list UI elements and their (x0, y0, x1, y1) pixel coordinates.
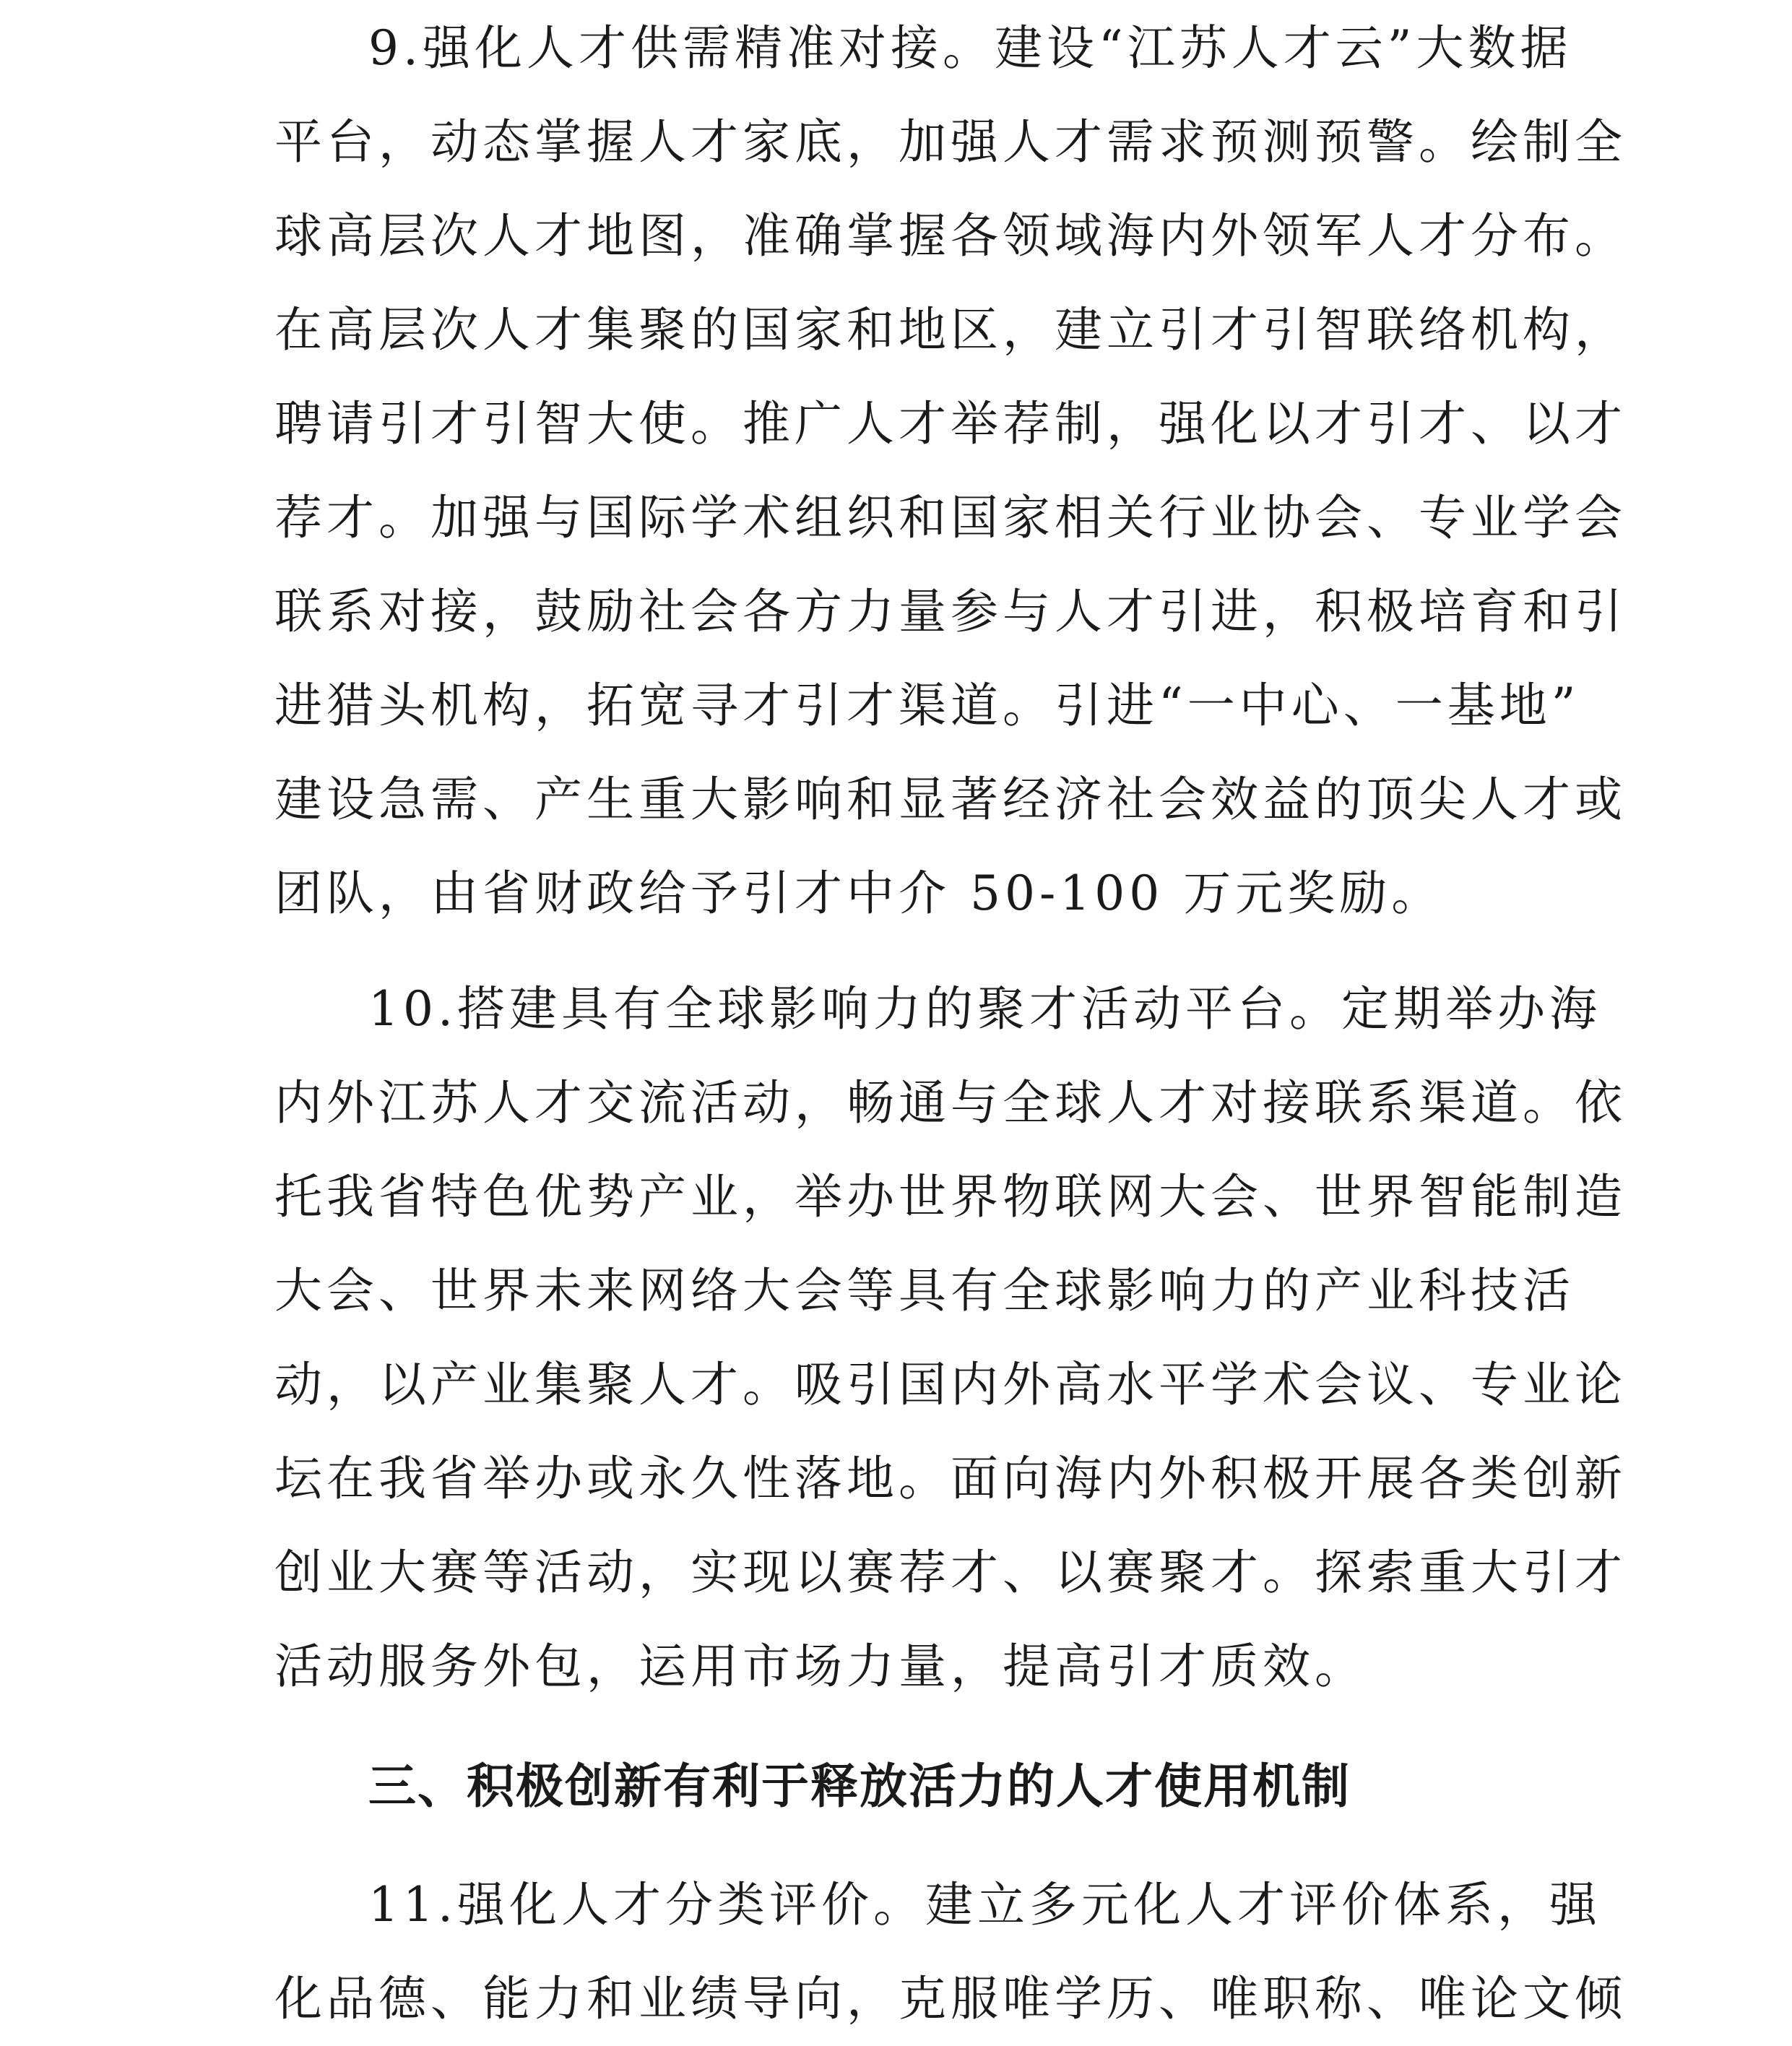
paragraph-line: 11.强化人才分类评价。建立多元化人才评价体系，强 (368, 1877, 1601, 1933)
paragraph-line: 托我省特色优势产业，举办世界物联网大会、世界智能制造 (274, 1169, 1627, 1225)
section-heading: 三、积极创新有利于释放活力的人才使用机制 (368, 1758, 1351, 1814)
paragraph-line: 10.搭建具有全球影响力的聚才活动平台。定期举办海 (368, 981, 1601, 1037)
paragraph-line: 坛在我省举办或永久性落地。面向海内外积极开展各类创新 (274, 1451, 1627, 1506)
paragraph-line: 建设急需、产生重大影响和显著经济社会效益的顶尖人才或 (274, 772, 1627, 827)
paragraph-line: 大会、世界未来网络大会等具有全球影响力的产业科技活 (274, 1263, 1575, 1318)
paragraph-line: 内外江苏人才交流活动，畅通与全球人才对接联系渠道。依 (274, 1075, 1627, 1131)
paragraph-line: 聘请引才引智大使。推广人才举荐制，强化以才引才、以才 (274, 396, 1627, 452)
paragraph-line: 联系对接，鼓励社会各方力量参与人才引进，积极培育和引 (274, 584, 1627, 639)
paragraph-11 (274, 1858, 1627, 2046)
paragraph-line: 动，以产业集聚人才。吸引国内外高水平学术会议、专业论 (274, 1357, 1627, 1412)
paragraph-line: 活动服务外包，运用市场力量，提高引才质效。 (274, 1639, 1367, 1694)
paragraph-line: 团队，由省财政给予引才中介 50-100 万元奖励。 (274, 866, 1444, 921)
paragraph-10 (274, 962, 1627, 1714)
paragraph-line: 创业大赛等活动，实现以赛荐才、以赛聚才。探索重大引才 (274, 1545, 1627, 1600)
paragraph-line: 平台，动态掌握人才家底，加强人才需求预测预警。绘制全 (274, 114, 1627, 170)
paragraph-line: 荐才。加强与国际学术组织和国家相关行业协会、专业学会 (274, 490, 1627, 545)
paragraph-line: 球高层次人才地图，准确掌握各领域海内外领军人才分布。 (274, 208, 1627, 264)
paragraph-line: 在高层次人才集聚的国家和地区，建立引才引智联络机构， (274, 302, 1627, 358)
paragraph-9 (274, 1, 1627, 941)
paragraph-line: 9.强化人才供需精准对接。建设“江苏人才云”大数据 (368, 20, 1572, 76)
paragraph-line: 进猎头机构，拓宽寻才引才渠道。引进“一中心、一基地” (274, 678, 1580, 733)
paragraph-line: 化品德、能力和业绩导向，克服唯学历、唯职称、唯论文倾 (274, 1971, 1627, 2026)
